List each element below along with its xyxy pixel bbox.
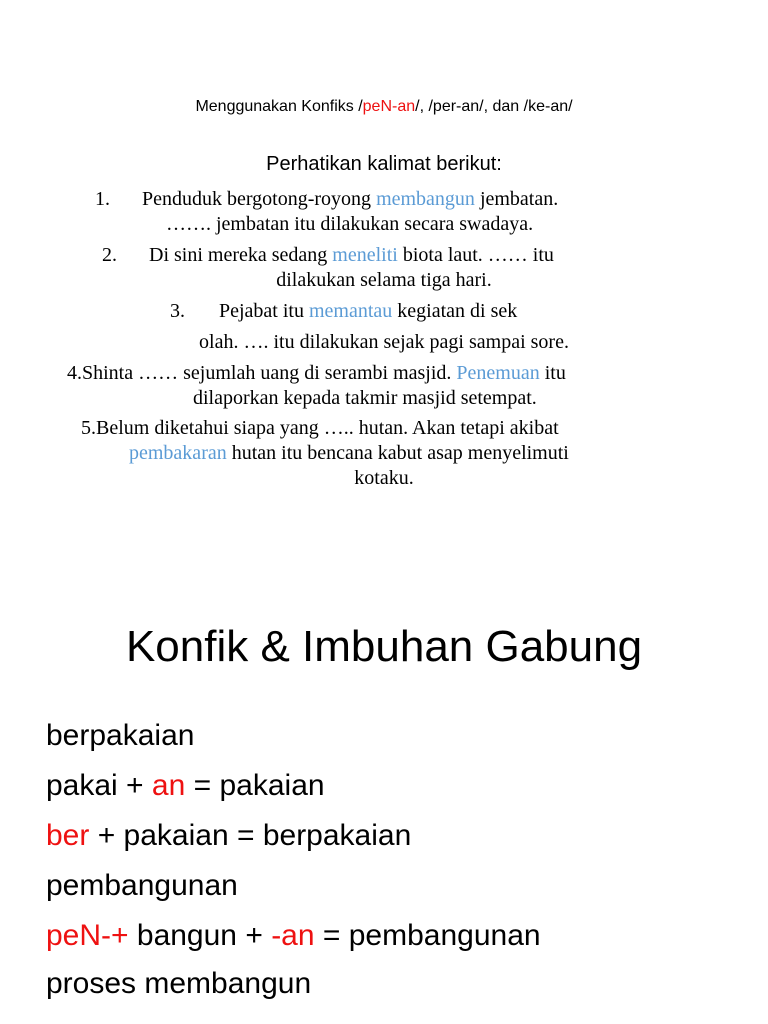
suffix-red: -an [271, 919, 315, 952]
highlight-word: Penemuan [456, 362, 540, 384]
prefix-red: ber [46, 819, 90, 852]
list-item-5: 5.Belum diketahui siapa yang ….. hutan. Akan tetapi akibat [81, 417, 559, 439]
list-item-3-line-2: olah. …. itu dilakukan sejak pagi sampai sore. [199, 331, 569, 353]
example-row-3: ber + pakaian = berpakaian [46, 819, 412, 852]
list-item-4: 4.Shinta …… sejumlah uang di serambi masjid. Penemuan itu [67, 362, 566, 384]
list-item-1-line-2: ……. jembatan itu dilakukan secara swadaya. [166, 213, 534, 235]
prefix-red: peN-+ [46, 919, 129, 952]
list-item-4-line-2: dilaporkan kepada takmir masjid setempat. [193, 387, 537, 409]
slide-1-title: Menggunakan Konfiks /peN-an/, /per-an/, dan /ke-an/ [195, 98, 573, 115]
list-item-5-line-2: pembakaran hutan itu bencana kabut asap menyelimuti [129, 442, 569, 464]
highlight-word: memantau [308, 300, 393, 322]
title-red-affix: peN-an [362, 98, 416, 115]
list-item-2-line-2: dilakukan selama tiga hari. [276, 269, 492, 291]
intro-text: Perhatikan kalimat berikut: [266, 153, 502, 175]
list-item-1: 1. Penduduk bergotong-royong membangun jembatan. [95, 188, 559, 210]
example-row-6: proses membangun [46, 967, 312, 1000]
example-row-5: peN-+ bangun + -an = pembangunan [46, 919, 541, 952]
highlight-word: membangun [376, 188, 475, 210]
example-row-2: pakai + an = pakaian [46, 769, 325, 802]
list-item-2: 2. Di sini mereka sedang meneliti biota laut. …… itu [102, 244, 554, 266]
highlight-word: pembakaran [129, 442, 227, 464]
slide-2-title: Konfik & Imbuhan Gabung [125, 622, 643, 671]
example-row-4: pembangunan [46, 869, 238, 902]
list-item-3: 3. Pejabat itu memantau kegiatan di sek [170, 300, 518, 322]
suffix-red: an [151, 769, 186, 802]
example-row-1: berpakaian [46, 719, 195, 752]
list-item-5-line-3: kotaku. [354, 467, 414, 489]
highlight-word: meneliti [332, 244, 398, 266]
